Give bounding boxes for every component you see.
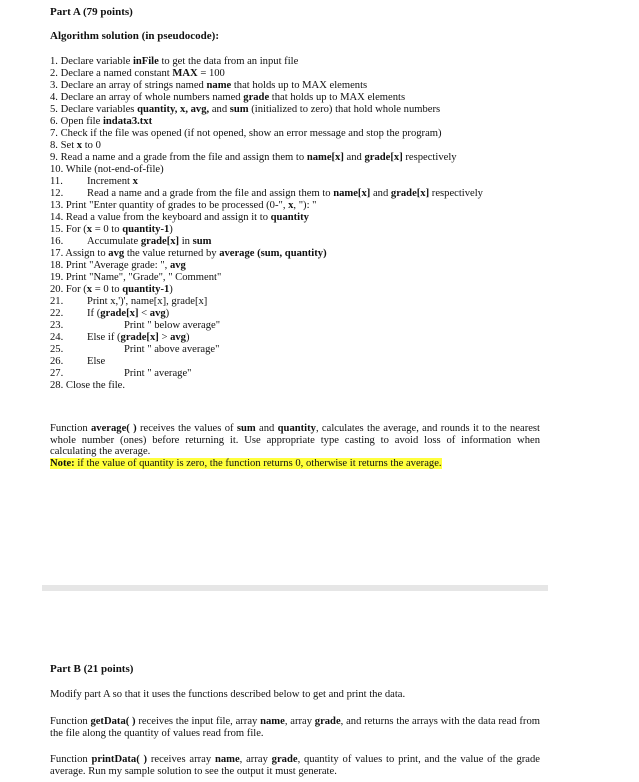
step-17: 17. Assign to avg the value returned by average (sum, quantity) <box>50 248 327 259</box>
part-a-title: Part A (79 points) <box>50 6 133 18</box>
step-4: 4. Declare an array of whole numbers named grade that holds up to MAX elements <box>50 92 406 103</box>
getdata-description: Function getData( ) receives the input file, array name, array grade, and returns the arrays with the data read from the file along the quantity of values read from file. <box>50 716 540 739</box>
step-8: 8. Set x to 0 <box>50 140 101 151</box>
step-16: 16. Accumulate grade[x] in sum <box>50 236 212 247</box>
step-10: 10. While (not-end-of-file) <box>50 164 164 175</box>
step-22: 22. If (grade[x] < avg) <box>50 308 170 319</box>
step-7: 7. Check if the file was opened (if not opened, show an error message and stop the program) <box>50 128 442 139</box>
step-6: 6. Open file indata3.txt <box>50 116 153 127</box>
step-24: 24. Else if (grade[x] > avg) <box>50 332 190 343</box>
part-b-intro: Modify part A so that it uses the functions described below to get and print the data. <box>50 689 406 700</box>
step-3: 3. Declare an array of strings named name that holds up to MAX elements <box>50 80 368 91</box>
step-20: 20. For (x = 0 to quantity-1) <box>50 284 173 295</box>
algorithm-subtitle: Algorithm solution (in pseudocode): <box>50 30 219 42</box>
step-21: 21. Print x,')', name[x], grade[x] <box>50 296 208 307</box>
step-28: 28. Close the file. <box>50 380 126 391</box>
step-13: 13. Print "Enter quantity of grades to be processed (0-", x, "): " <box>50 200 317 211</box>
note-highlight: Note: if the value of quantity is zero, the function returns 0, otherwise it returns the average. <box>50 458 442 469</box>
page-divider <box>42 585 548 591</box>
step-15: 15. For (x = 0 to quantity-1) <box>50 224 173 235</box>
step-9: 9. Read a name and a grade from the file and assign them to name[x] and grade[x] respectively <box>50 152 457 163</box>
step-23: 23. Print " below average" <box>50 320 221 331</box>
part-b-title: Part B (21 points) <box>50 663 134 675</box>
step-27: 27. Print " average" <box>50 368 192 379</box>
step-1: 1. Declare variable inFile to get the data from an input file <box>50 56 299 67</box>
step-12: 12. Read a name and a grade from the file and assign them to name[x] and grade[x] respectively <box>50 188 483 199</box>
printdata-description: Function printData( ) receives array name, array grade, quantity of values to print, and the value of the grade average. Run my sample solution to see the output it must generate. <box>50 754 541 777</box>
step-14: 14. Read a value from the keyboard and assign it to quantity <box>50 212 309 223</box>
average-function-description: Function average( ) receives the values of sum and quantity, calculates the average, and rounds it to the nearest whole number (ones) before returning it. Use appropriate type casting to avoid loss of information when calculating the average. <box>50 423 541 457</box>
step-18: 18. Print "Average grade: ", avg <box>50 260 186 271</box>
step-11: 11. Increment x <box>50 176 138 187</box>
step-25: 25. Print " above average" <box>50 344 220 355</box>
step-19: 19. Print "Name", "Grade", " Comment" <box>50 272 222 283</box>
step-5: 5. Declare variables quantity, x, avg, and sum (initialized to zero) that hold whole numbers <box>50 104 441 115</box>
step-26: 26. Else <box>50 356 106 367</box>
step-2: 2. Declare a named constant MAX = 100 <box>50 68 225 79</box>
